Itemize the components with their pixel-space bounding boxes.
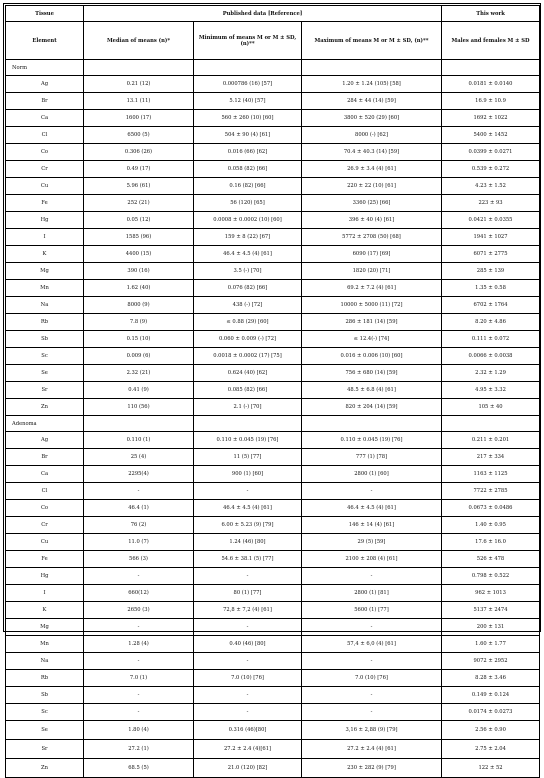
table-cell: -: [194, 568, 302, 585]
table-row: [6, 551, 540, 568]
table-cell: 0.110 ± 0.045 (19) [76]: [194, 432, 302, 449]
table-row: [6, 331, 540, 348]
table-cell: 48.5 ± 6.8 (4) [61]: [302, 382, 442, 399]
table-cell: 0.316 (46)[80]: [194, 721, 302, 740]
table-row: [6, 740, 540, 759]
table-cell: 17.6 ± 16.0: [442, 534, 540, 551]
table-cell: 0.0008 ± 0.0002 (10) [60]: [194, 212, 302, 229]
table-cell: Sr: [6, 382, 84, 399]
table-cell: Rb: [6, 314, 84, 331]
table-cell: 0.0673 ± 0.0486: [442, 500, 540, 517]
table-cell: Cl: [6, 483, 84, 500]
table-cell: Ca: [6, 466, 84, 483]
table-cell: 5772 ± 2708 (50) [68]: [302, 229, 442, 246]
table-cell: 5600 (1) [77]: [302, 602, 442, 619]
table-cell: 0.016 (66) [62]: [194, 144, 302, 161]
table-row: [6, 178, 540, 195]
table-cell: 900 (1) [60]: [194, 466, 302, 483]
data-table: [5, 5, 540, 778]
table-cell: Hg: [6, 212, 84, 229]
table-row: [6, 348, 540, 365]
table-cell: 1.80 (4): [84, 721, 194, 740]
table-cell: 390 (16): [84, 263, 194, 280]
header-this-work: This work: [442, 6, 540, 22]
table-cell: 566 (3): [84, 551, 194, 568]
table-row: [6, 585, 540, 602]
table-cell: Sc: [6, 348, 84, 365]
table-cell: 54.6 ± 38.1 (5) [77]: [194, 551, 302, 568]
table-cell: 1.24 (46) [80]: [194, 534, 302, 551]
table-cell: 0.058 (82) [66]: [194, 161, 302, 178]
table-cell: 1.62 (40): [84, 280, 194, 297]
table-cell: 200 ± 131: [442, 619, 540, 636]
table-cell: Se: [6, 365, 84, 382]
table-row: [6, 704, 540, 721]
table-cell: 0.076 (82) [66]: [194, 280, 302, 297]
table-cell: 0.798 ± 0.522: [442, 568, 540, 585]
table-cell: 110 (56): [84, 399, 194, 416]
table-cell: 217 ± 334: [442, 449, 540, 466]
table-cell: 69.2 ± 7.2 (4) [61]: [302, 280, 442, 297]
table-row: [6, 449, 540, 466]
table-row: [6, 568, 540, 585]
table-cell: 27.2 ± 2.4 (4) [61]: [302, 740, 442, 759]
table-cell: ≤ 0.88 (29) [60]: [194, 314, 302, 331]
table-cell: 4400 (15): [84, 246, 194, 263]
table-cell: Sc: [6, 704, 84, 721]
table-cell: -: [84, 653, 194, 670]
table-cell: 9072 ± 2952: [442, 653, 540, 670]
table-cell: 1.40 ± 0.95: [442, 517, 540, 534]
table-cell: 56 (120) [65]: [194, 195, 302, 212]
table-cell: 0.40 (46) [80]: [194, 636, 302, 653]
subheader-maximum: Maximum of means M or M ± SD, (n)**: [302, 22, 442, 60]
table-cell: -: [194, 687, 302, 704]
table-cell: 27.2 ± 2.4 (4)[61]: [194, 740, 302, 759]
table-row: [6, 721, 540, 740]
table-cell: Zn: [6, 759, 84, 778]
table-cell: ≤ 12.4(-) [74]: [302, 331, 442, 348]
table-cell: Ag: [6, 76, 84, 93]
table-cell: 29 (5) [59]: [302, 534, 442, 551]
table-cell: 0.211 ± 0.201: [442, 432, 540, 449]
table-cell: -: [302, 687, 442, 704]
table-cell: 27.2 (1): [84, 740, 194, 759]
table-cell: 0.009 (6): [84, 348, 194, 365]
table-cell: 0.21 (12): [84, 76, 194, 93]
table-cell: Mg: [6, 263, 84, 280]
table-cell: 0.016 ± 0.006 (10) [60]: [302, 348, 442, 365]
table-cell: 504 ± 90 (4) [61]: [194, 127, 302, 144]
table-row: [6, 466, 540, 483]
table-cell: 0.15 (10): [84, 331, 194, 348]
section-adenoma-label: Adenoma: [6, 416, 84, 432]
table-cell: Sb: [6, 687, 84, 704]
section-norm-label: Norm: [6, 60, 84, 76]
table-cell: -: [84, 568, 194, 585]
table-cell: 2800 (1) [81]: [302, 585, 442, 602]
table-cell: -: [302, 568, 442, 585]
table-cell: 1941 ± 1027: [442, 229, 540, 246]
table-cell: -: [302, 653, 442, 670]
table-cell: 7722 ± 2785: [442, 483, 540, 500]
table-cell: 5.96 (61): [84, 178, 194, 195]
table-cell: -: [194, 483, 302, 500]
table-cell: 2.32 ± 1.29: [442, 365, 540, 382]
table-row: [6, 517, 540, 534]
table-row: [6, 432, 540, 449]
table-cell: 57,4 ± 6,0 (4) [61]: [302, 636, 442, 653]
table-cell: 2.56 ± 0.90: [442, 721, 540, 740]
table-row: [6, 161, 540, 178]
table-cell: 7.0 (10) [76]: [302, 670, 442, 687]
table-cell: 0.0174 ± 0.0273: [442, 704, 540, 721]
table-cell: 0.111 ± 0.072: [442, 331, 540, 348]
table-cell: 5.12 (40) [57]: [194, 93, 302, 110]
subheader-element: Element: [6, 22, 84, 60]
table-cell: 0.0421 ± 0.0355: [442, 212, 540, 229]
table-cell: 13.1 (11): [84, 93, 194, 110]
table-cell: 0.085 (82) [66]: [194, 382, 302, 399]
table-cell: 0.060 ± 0.009 (-) [72]: [194, 331, 302, 348]
table-row: [6, 195, 540, 212]
subheader-males-females: Males and females M ± SD: [442, 22, 540, 60]
subheader-median: Median of means (n)*: [84, 22, 194, 60]
table-row: [6, 619, 540, 636]
table-cell: 0.149 ± 0.124: [442, 687, 540, 704]
table-cell: 5400 ± 1452: [442, 127, 540, 144]
table-cell: 6090 (17) [69]: [302, 246, 442, 263]
table-cell: 8.20 ± 4.86: [442, 314, 540, 331]
table-cell: Cu: [6, 534, 84, 551]
table-row: [6, 93, 540, 110]
table-cell: 3360 (25) [66]: [302, 195, 442, 212]
table-cell: 105 ± 40: [442, 399, 540, 416]
table-row: [6, 246, 540, 263]
table-cell: 223 ± 93: [442, 195, 540, 212]
table-row: [6, 687, 540, 704]
table-cell: 122 ± 52: [442, 759, 540, 778]
table-cell: 285 ± 139: [442, 263, 540, 280]
table-cell: Na: [6, 297, 84, 314]
table-cell: 2800 (1) [60]: [302, 466, 442, 483]
table-cell: 72,8 ± 7,2 (4) [61]: [194, 602, 302, 619]
table-cell: 76 (2): [84, 517, 194, 534]
table-cell: I: [6, 229, 84, 246]
table-cell: 80 (1) [77]: [194, 585, 302, 602]
table-row: [6, 653, 540, 670]
table-cell: 0.000786 (16) [57]: [194, 76, 302, 93]
table-cell: 1820 (20) [71]: [302, 263, 442, 280]
table-cell: 8000 (-) [62]: [302, 127, 442, 144]
table-cell: Mn: [6, 636, 84, 653]
table-cell: 159 ± 8 (22) [67]: [194, 229, 302, 246]
table-cell: 0.624 (40) [62]: [194, 365, 302, 382]
table-cell: 2295(4): [84, 466, 194, 483]
table-cell: 4.23 ± 1.52: [442, 178, 540, 195]
table-cell: 10000 ± 5000 (11) [72]: [302, 297, 442, 314]
table-cell: 0.41 (9): [84, 382, 194, 399]
table-row: [6, 297, 540, 314]
table-cell: 25 (4): [84, 449, 194, 466]
table-cell: 1.60 ± 1.77: [442, 636, 540, 653]
table-row: [6, 399, 540, 416]
table-cell: Mn: [6, 280, 84, 297]
table-cell: 2100 ± 208 (4) [61]: [302, 551, 442, 568]
table-cell: 284 ± 44 (14) [59]: [302, 93, 442, 110]
table-cell: Cu: [6, 178, 84, 195]
table-cell: Zn: [6, 399, 84, 416]
table-row: [6, 382, 540, 399]
table-cell: K: [6, 602, 84, 619]
table-cell: 2.32 (21): [84, 365, 194, 382]
table-cell: -: [194, 704, 302, 721]
table-cell: 2650 (3): [84, 602, 194, 619]
table-cell: 0.05 (12): [84, 212, 194, 229]
table-cell: 1.35 ± 0.58: [442, 280, 540, 297]
table-row: [6, 483, 540, 500]
table-row: [6, 110, 540, 127]
table-cell: 962 ± 1013: [442, 585, 540, 602]
table-cell: Cl: [6, 127, 84, 144]
table-cell: -: [84, 704, 194, 721]
table-row: [6, 314, 540, 331]
table-cell: 7.8 (9): [84, 314, 194, 331]
section-adenoma: [6, 416, 540, 432]
header-published: Published data [Reference]: [84, 6, 442, 22]
table-row: [6, 670, 540, 687]
table-cell: 8000 (9): [84, 297, 194, 314]
table-cell: 4.95 ± 3.32: [442, 382, 540, 399]
table-cell: 11 (5) [77]: [194, 449, 302, 466]
table-cell: 3,16 ± 2,88 (9) [79]: [302, 721, 442, 740]
table-cell: 560 ± 260 (10) [60]: [194, 110, 302, 127]
table-cell: 16.9 ± 10.9: [442, 93, 540, 110]
table-cell: 26.9 ± 3.4 (4) [61]: [302, 161, 442, 178]
table-cell: -: [84, 687, 194, 704]
table-cell: 46.4 ± 4.5 (4) [61]: [194, 500, 302, 517]
table-cell: Co: [6, 144, 84, 161]
table-cell: 0.0066 ± 0.0038: [442, 348, 540, 365]
table-cell: 2.1 (-) [70]: [194, 399, 302, 416]
table-cell: 777 (1) [78]: [302, 449, 442, 466]
table-cell: Rb: [6, 670, 84, 687]
table-cell: 0.110 (1): [84, 432, 194, 449]
table-cell: 2.75 ± 2.04: [442, 740, 540, 759]
table-cell: 6.00 ± 5.23 (9) [79]: [194, 517, 302, 534]
table-cell: Na: [6, 653, 84, 670]
header-row: [6, 6, 540, 22]
header-tissue: Tissue: [6, 6, 84, 22]
table-cell: I: [6, 585, 84, 602]
table-cell: 252 (21): [84, 195, 194, 212]
table-row: [6, 636, 540, 653]
section-norm: [6, 60, 540, 76]
table-row: [6, 280, 540, 297]
table-row: [6, 365, 540, 382]
table-cell: 0.0018 ± 0.0002 (17) [75]: [194, 348, 302, 365]
table-row: [6, 229, 540, 246]
table-cell: 21.0 (120) [82]: [194, 759, 302, 778]
table-cell: 46.4 ± 4.5 (4) [61]: [302, 500, 442, 517]
table-row: [6, 263, 540, 280]
table-row: [6, 212, 540, 229]
table-cell: 660(12): [84, 585, 194, 602]
table-cell: 396 ± 40 (4) [61]: [302, 212, 442, 229]
table-cell: Se: [6, 721, 84, 740]
table-cell: Sb: [6, 331, 84, 348]
table-row: [6, 534, 540, 551]
table-cell: 1163 ± 1125: [442, 466, 540, 483]
table-cell: 0.0181 ± 0.0140: [442, 76, 540, 93]
table-cell: 0.16 (82) [66]: [194, 178, 302, 195]
table-cell: -: [194, 653, 302, 670]
table-cell: 11.0 (7): [84, 534, 194, 551]
table-cell: 68.5 (5): [84, 759, 194, 778]
table-row: [6, 500, 540, 517]
table-cell: 46.4 ± 4.5 (4) [61]: [194, 246, 302, 263]
table-row: [6, 144, 540, 161]
table-cell: Cr: [6, 517, 84, 534]
table-cell: 3800 ± 520 (29) [60]: [302, 110, 442, 127]
table-cell: -: [302, 704, 442, 721]
table-cell: 1.28 (4): [84, 636, 194, 653]
table-row: [6, 602, 540, 619]
table-cell: Br: [6, 93, 84, 110]
table-cell: 0.0399 ± 0.0271: [442, 144, 540, 161]
table-cell: 46.4 (1): [84, 500, 194, 517]
table-cell: Ag: [6, 432, 84, 449]
table-row: [6, 127, 540, 144]
table-cell: 6071 ± 2775: [442, 246, 540, 263]
table-cell: Ca: [6, 110, 84, 127]
table-cell: 0.49 (17): [84, 161, 194, 178]
table-cell: 438 (-) [72]: [194, 297, 302, 314]
table-cell: Mg: [6, 619, 84, 636]
table-cell: 1692 ± 1022: [442, 110, 540, 127]
table-cell: 5137 ± 2474: [442, 602, 540, 619]
table-cell: 526 ± 478: [442, 551, 540, 568]
table-cell: 146 ± 14 (4) [61]: [302, 517, 442, 534]
table-cell: Co: [6, 500, 84, 517]
table-cell: Hg: [6, 568, 84, 585]
table-cell: 230 ± 282 (9) [79]: [302, 759, 442, 778]
table-cell: 1600 (17): [84, 110, 194, 127]
table-cell: 7.0 (1): [84, 670, 194, 687]
table-cell: -: [84, 619, 194, 636]
table-cell: 8.28 ± 3.46: [442, 670, 540, 687]
table-cell: 220 ± 22 (10) [61]: [302, 178, 442, 195]
table-cell: 756 ± 680 (14) [59]: [302, 365, 442, 382]
table-cell: Br: [6, 449, 84, 466]
table-cell: 286 ± 181 (14) [59]: [302, 314, 442, 331]
table-cell: Fe: [6, 195, 84, 212]
table-cell: 1.20 ± 1.24 (105) [58]: [302, 76, 442, 93]
table-cell: 0.539 ± 0.272: [442, 161, 540, 178]
table-cell: Fe: [6, 551, 84, 568]
table-cell: Cr: [6, 161, 84, 178]
table-cell: -: [302, 619, 442, 636]
table-cell: 820 ± 204 (14) [59]: [302, 399, 442, 416]
table-cell: 6500 (5): [84, 127, 194, 144]
table-cell: 0.110 ± 0.045 (19) [76]: [302, 432, 442, 449]
subheader-row: [6, 22, 540, 60]
table-cell: Sr: [6, 740, 84, 759]
table-cell: -: [84, 483, 194, 500]
subheader-minimum: Minimum of means M or M ± SD, (n)**: [194, 22, 302, 60]
table-cell: 7.0 (10) [76]: [194, 670, 302, 687]
table-cell: 70.4 ± 40.3 (14) [59]: [302, 144, 442, 161]
table-row: [6, 76, 540, 93]
table-cell: 6702 ± 1764: [442, 297, 540, 314]
table-cell: 1585 (96): [84, 229, 194, 246]
table-cell: -: [302, 483, 442, 500]
table-cell: 0.306 (26): [84, 144, 194, 161]
table-cell: K: [6, 246, 84, 263]
table-row: [6, 759, 540, 778]
table-cell: -: [194, 619, 302, 636]
table-cell: 3.5 (-) [70]: [194, 263, 302, 280]
